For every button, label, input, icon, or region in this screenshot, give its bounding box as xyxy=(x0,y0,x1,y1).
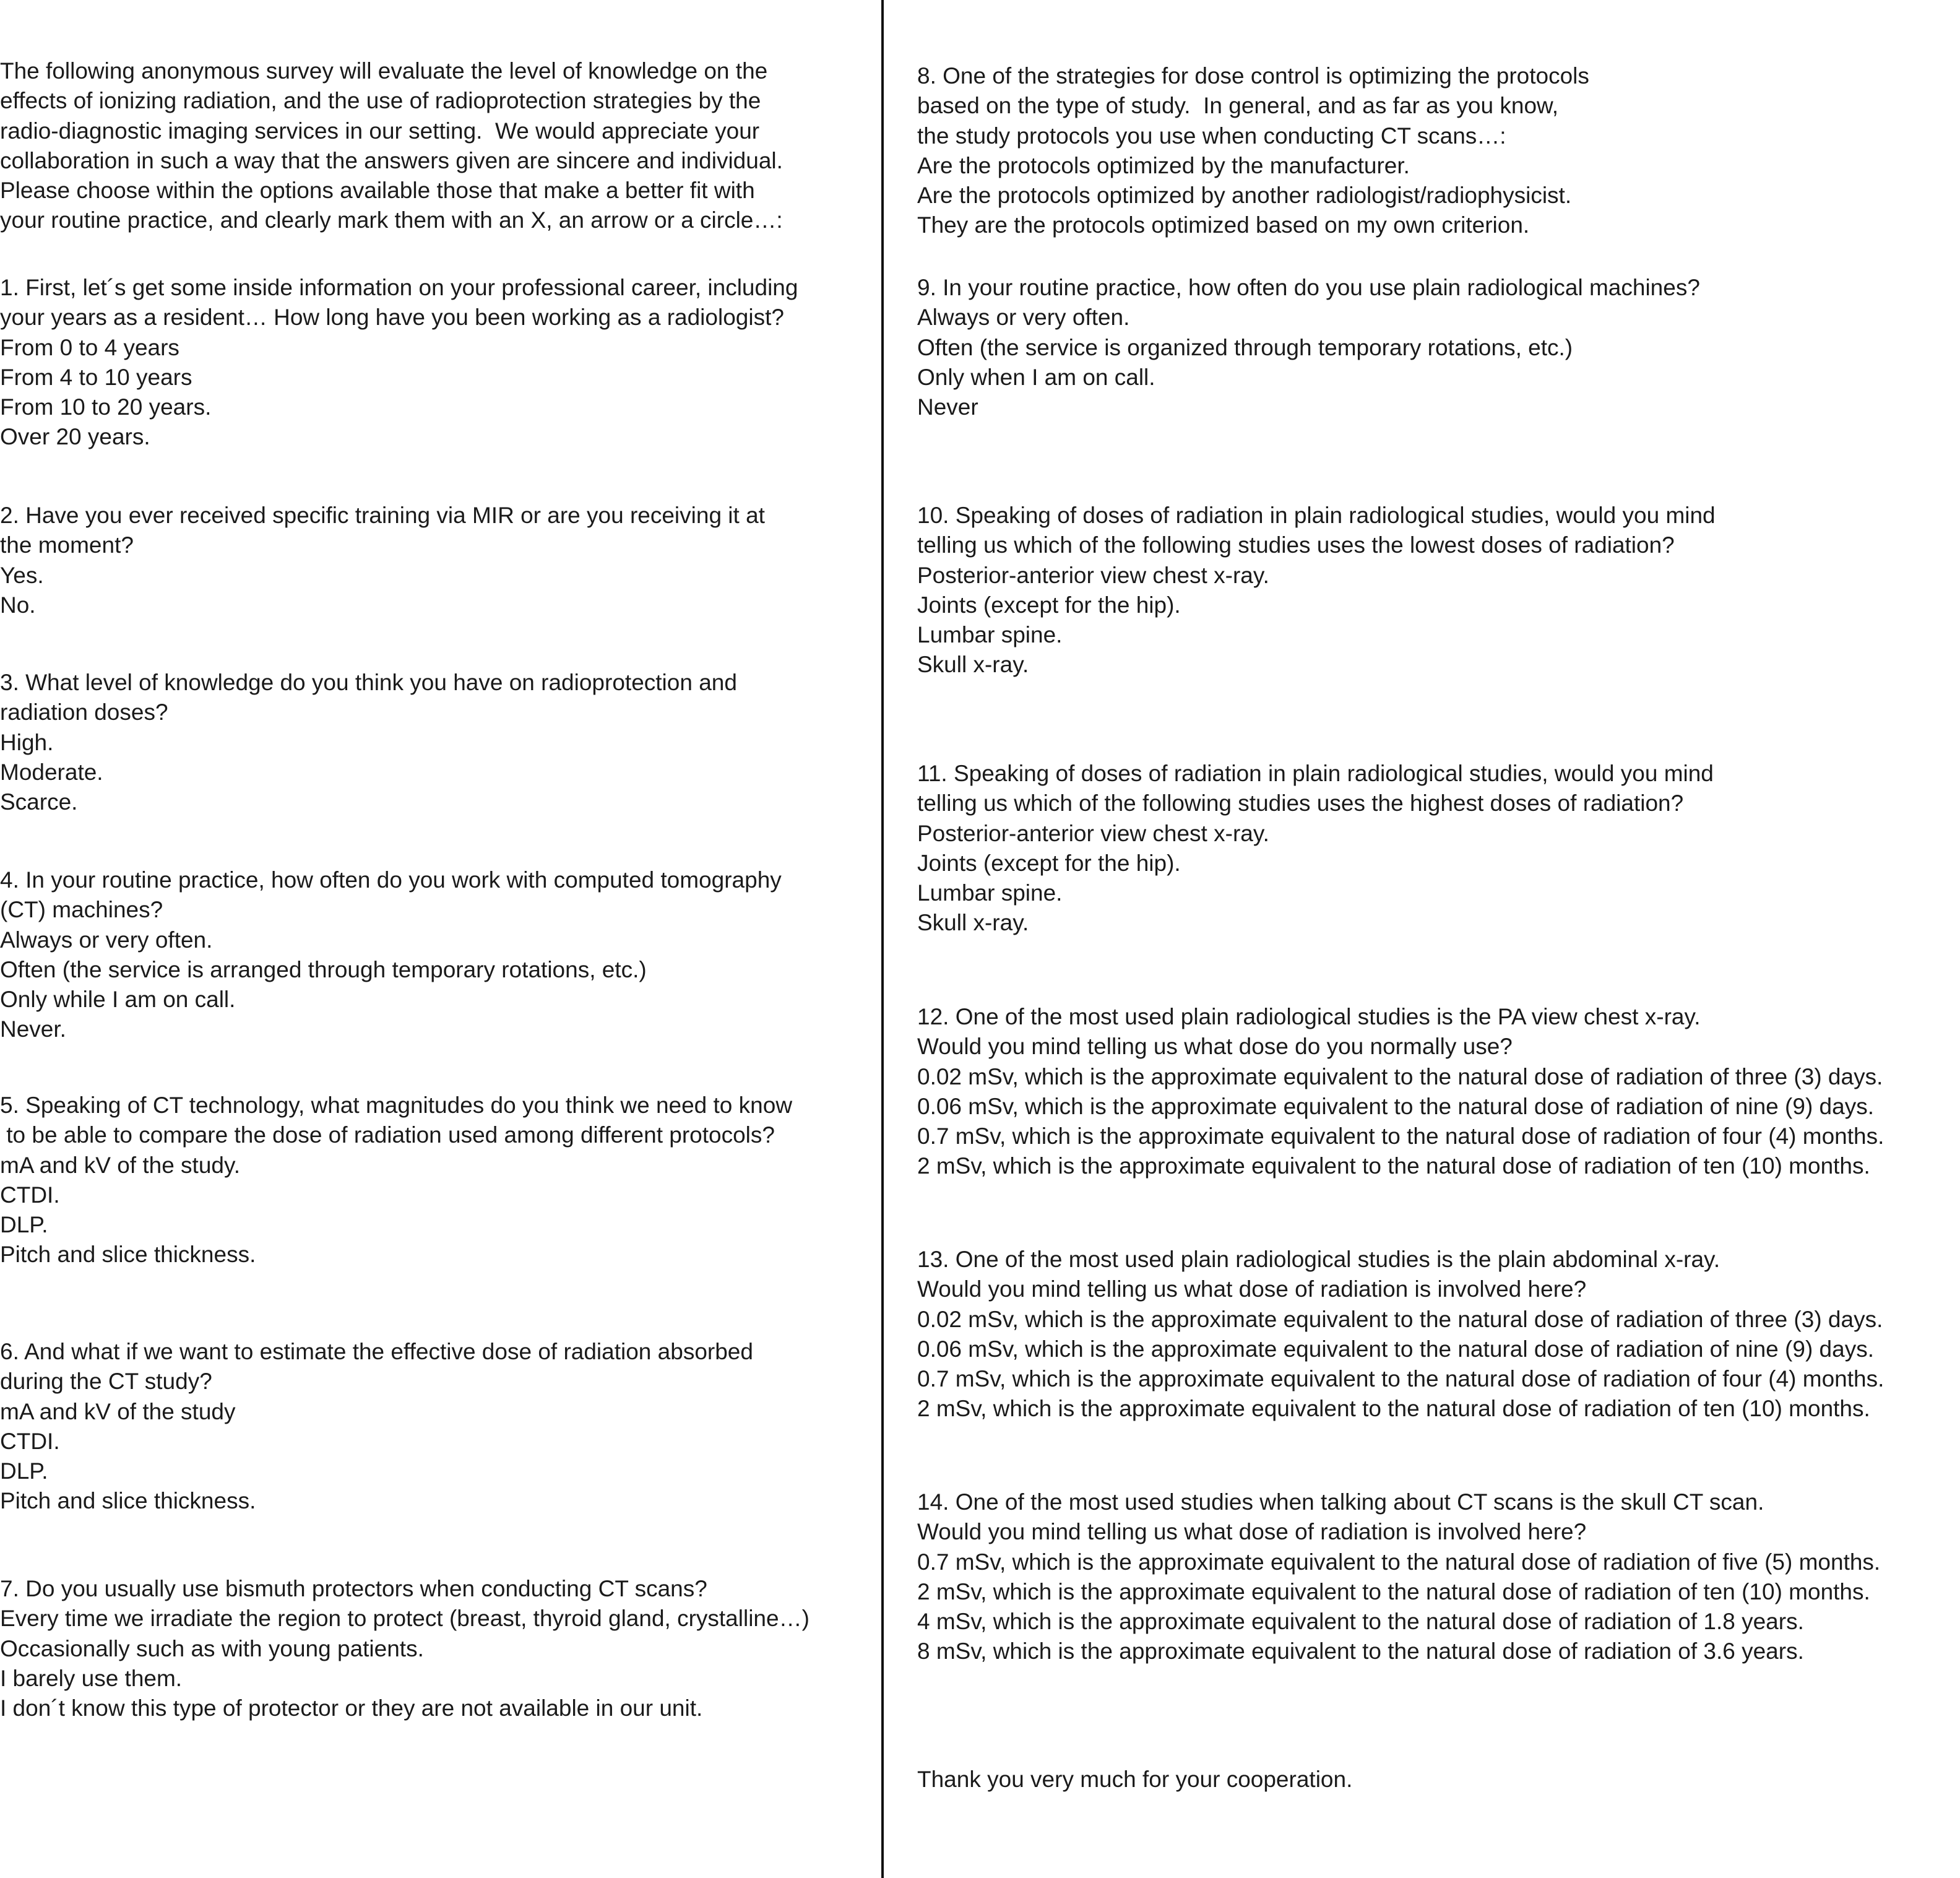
answer-option[interactable]: 0.7 mSv, which is the approximate equivalent to the natural dose of radiation of four (4) months. xyxy=(917,1123,1884,1149)
answer-option[interactable]: Occasionally such as with young patients. xyxy=(0,1635,424,1661)
answer-option[interactable]: Scarce. xyxy=(0,789,78,815)
survey-intro xyxy=(0,56,876,236)
answer-option[interactable]: 8 mSv, which is the approximate equivalent to the natural dose of radiation of 3.6 years. xyxy=(917,1638,1804,1664)
question-12 xyxy=(917,1002,1958,1182)
answer-option[interactable]: Yes. xyxy=(0,562,44,588)
answer-option[interactable]: mA and kV of the study xyxy=(0,1398,236,1424)
question-text: 3. What level of knowledge do you think you have on radioprotection and xyxy=(0,670,737,695)
intro-line: effects of ionizing radiation, and the use of radioprotection strategies by the xyxy=(0,88,761,114)
answer-option[interactable]: Are the protocols optimized by another radiologist/radiophysicist. xyxy=(917,183,1572,209)
answer-option[interactable]: Posterior-anterior view chest x-ray. xyxy=(917,562,1269,588)
answer-option[interactable]: From 4 to 10 years xyxy=(0,364,192,390)
question-5 xyxy=(0,1091,876,1270)
answer-option[interactable]: Moderate. xyxy=(0,759,103,785)
intro-line: your routine practice, and clearly mark them with an X, an arrow or a circle…: xyxy=(0,207,783,233)
question-text: Would you mind telling us what dose do you normally use? xyxy=(917,1034,1513,1060)
answer-option[interactable]: From 0 to 4 years xyxy=(0,334,179,360)
question-6 xyxy=(0,1337,876,1517)
question-text: during the CT study? xyxy=(0,1369,212,1395)
answer-option[interactable]: They are the protocols optimized based on my own criterion. xyxy=(917,212,1530,238)
answer-option[interactable]: Always or very often. xyxy=(0,927,213,953)
answer-option[interactable]: Skull x-ray. xyxy=(917,910,1029,936)
question-text: your years as a resident… How long have you been working as a radiologist? xyxy=(0,305,784,331)
intro-line: radio-diagnostic imaging services in our setting. We would appreciate your xyxy=(0,118,760,144)
question-2 xyxy=(0,501,876,620)
question-text: 10. Speaking of doses of radiation in plain radiological studies, would you mind xyxy=(917,503,1716,528)
question-text: telling us which of the following studies uses the highest doses of radiation? xyxy=(917,790,1684,816)
thank-you-text: Thank you very much for your cooperation. xyxy=(917,1767,1353,1792)
answer-option[interactable]: 0.7 mSv, which is the approximate equivalent to the natural dose of radiation of four (4) months. xyxy=(917,1366,1884,1392)
answer-option[interactable]: Pitch and slice thickness. xyxy=(0,1242,256,1268)
question-14 xyxy=(917,1487,1958,1667)
question-text: 8. One of the strategies for dose control is optimizing the protocols xyxy=(917,63,1589,89)
closing-note xyxy=(917,1765,1958,1794)
answer-option[interactable]: Over 20 years. xyxy=(0,424,150,450)
answer-option[interactable]: CTDI. xyxy=(0,1428,60,1454)
answer-option[interactable]: Are the protocols optimized by the manufacturer. xyxy=(917,152,1410,178)
question-text: 1. First, let´s get some inside information on your professional career, including xyxy=(0,275,798,300)
answer-option[interactable]: From 10 to 20 years. xyxy=(0,394,212,420)
answer-option[interactable]: Never. xyxy=(0,1016,66,1042)
question-3 xyxy=(0,668,876,817)
answer-option[interactable]: 0.02 mSv, which is the approximate equivalent to the natural dose of radiation of three (3) days. xyxy=(917,1306,1883,1332)
question-text: 7. Do you usually use bismuth protectors when conducting CT scans? xyxy=(0,1576,707,1601)
answer-option[interactable]: Only when I am on call. xyxy=(917,364,1155,390)
question-text: the moment? xyxy=(0,532,134,558)
column-divider xyxy=(881,0,884,1878)
answer-option[interactable]: 0.06 mSv, which is the approximate equivalent to the natural dose of radiation of nine (9) days. xyxy=(917,1093,1874,1119)
answer-option[interactable]: Posterior-anterior view chest x-ray. xyxy=(917,820,1269,846)
answer-option[interactable]: High. xyxy=(0,729,54,755)
answer-option[interactable]: Pitch and slice thickness. xyxy=(0,1488,256,1514)
answer-option[interactable]: Lumbar spine. xyxy=(917,622,1063,648)
answer-option[interactable]: Joints (except for the hip). xyxy=(917,592,1181,618)
answer-option[interactable]: Skull x-ray. xyxy=(917,652,1029,678)
question-text: based on the type of study. In general, and as far as you know, xyxy=(917,93,1558,119)
intro-line: collaboration in such a way that the answers given are sincere and individual. xyxy=(0,147,783,173)
question-text: 12. One of the most used plain radiological studies is the PA view chest x-ray. xyxy=(917,1004,1701,1029)
question-text: (CT) machines? xyxy=(0,897,163,923)
question-1 xyxy=(0,273,876,452)
answer-option[interactable]: Often (the service is organized through temporary rotations, etc.) xyxy=(917,334,1573,360)
answer-option[interactable]: 2 mSv, which is the approximate equivalent to the natural dose of radiation of ten (10) months. xyxy=(917,1396,1870,1422)
question-11 xyxy=(917,759,1958,938)
answer-option[interactable]: 4 mSv, which is the approximate equivalent to the natural dose of radiation of 1.8 years. xyxy=(917,1609,1804,1635)
answer-option[interactable]: 2 mSv, which is the approximate equivalent to the natural dose of radiation of ten (10) months. xyxy=(917,1153,1870,1179)
question-text: Would you mind telling us what dose of radiation is involved here? xyxy=(917,1276,1587,1302)
intro-line: Please choose within the options available those that make a better fit with xyxy=(0,178,755,204)
question-10 xyxy=(917,501,1958,680)
question-4 xyxy=(0,865,876,1045)
question-text: 13. One of the most used plain radiological studies is the plain abdominal x-ray. xyxy=(917,1247,1720,1272)
answer-option[interactable]: DLP. xyxy=(0,1212,48,1238)
answer-option[interactable]: 2 mSv, which is the approximate equivalent to the natural dose of radiation of ten (10) months. xyxy=(917,1578,1870,1604)
answer-option[interactable]: 0.06 mSv, which is the approximate equivalent to the natural dose of radiation of nine (9) days. xyxy=(917,1336,1874,1362)
question-text: 4. In your routine practice, how often do you work with computed tomography xyxy=(0,867,782,893)
question-text: to be able to compare the dose of radiation used among different protocols? xyxy=(0,1122,775,1148)
answer-option[interactable]: CTDI. xyxy=(0,1182,60,1208)
question-text: 2. Have you ever received specific training via MIR or are you receiving it at xyxy=(0,503,765,528)
question-13 xyxy=(917,1245,1958,1424)
answer-option[interactable]: Every time we irradiate the region to protect (breast, thyroid gland, crystalline…) xyxy=(0,1606,809,1632)
answer-option[interactable]: Always or very often. xyxy=(917,305,1130,331)
question-text: Would you mind telling us what dose of radiation is involved here? xyxy=(917,1519,1587,1545)
answer-option[interactable]: Joints (except for the hip). xyxy=(917,850,1181,876)
question-text: 11. Speaking of doses of radiation in plain radiological studies, would you mind xyxy=(917,761,1714,786)
question-text: 5. Speaking of CT technology, what magnitudes do you think we need to know xyxy=(0,1093,793,1118)
answer-option[interactable]: Lumbar spine. xyxy=(917,880,1063,906)
question-text: 9. In your routine practice, how often do you use plain radiological machines? xyxy=(917,275,1700,300)
answer-option[interactable]: I barely use them. xyxy=(0,1665,183,1691)
intro-line: The following anonymous survey will evaluate the level of knowledge on the xyxy=(0,58,768,84)
answer-option[interactable]: mA and kV of the study. xyxy=(0,1152,241,1178)
question-7 xyxy=(0,1574,876,1723)
answer-option[interactable]: 0.7 mSv, which is the approximate equivalent to the natural dose of radiation of five (5) months. xyxy=(917,1549,1881,1575)
answer-option[interactable]: Only while I am on call. xyxy=(0,987,236,1013)
question-text: telling us which of the following studies uses the lowest doses of radiation? xyxy=(917,532,1675,558)
question-text: the study protocols you use when conducting CT scans…: xyxy=(917,123,1506,149)
answer-option[interactable]: Never xyxy=(917,394,978,420)
question-8 xyxy=(917,61,1958,241)
answer-option[interactable]: 0.02 mSv, which is the approximate equivalent to the natural dose of radiation of three (3) days. xyxy=(917,1063,1883,1089)
question-text: radiation doses? xyxy=(0,699,168,725)
answer-option[interactable]: I don´t know this type of protector or they are not available in our unit. xyxy=(0,1695,703,1721)
question-text: 14. One of the most used studies when talking about CT scans is the skull CT scan. xyxy=(917,1489,1764,1515)
answer-option[interactable]: No. xyxy=(0,592,36,618)
answer-option[interactable]: DLP. xyxy=(0,1458,48,1484)
answer-option[interactable]: Often (the service is arranged through temporary rotations, etc.) xyxy=(0,956,647,982)
question-9 xyxy=(917,273,1958,422)
question-text: 6. And what if we want to estimate the effective dose of radiation absorbed xyxy=(0,1339,753,1364)
